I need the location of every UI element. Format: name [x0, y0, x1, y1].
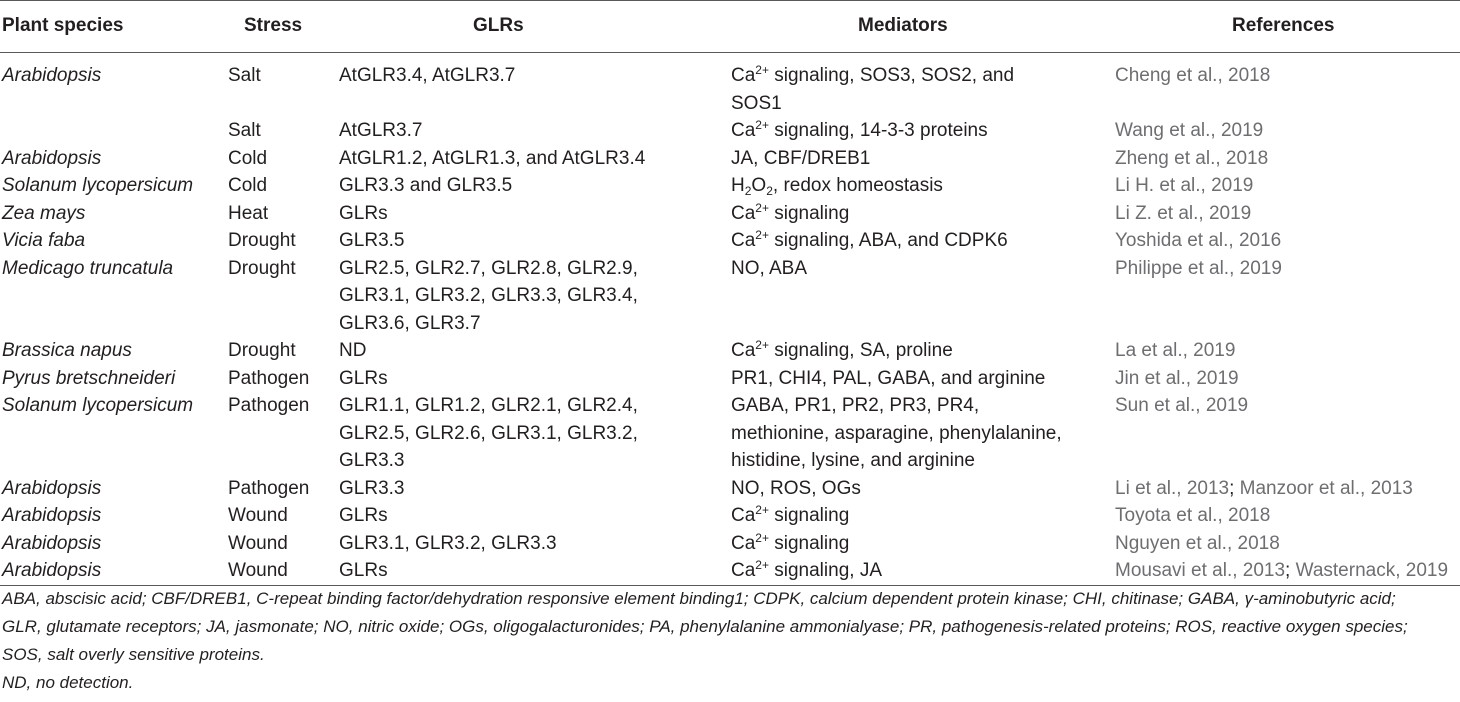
reference-link[interactable]: Wang et al., 2019	[1115, 120, 1264, 141]
cell-glrs	[339, 117, 422, 145]
subscript: 2	[744, 184, 752, 198]
glr-line: GLR2.5, GLR2.6, GLR3.1, GLR3.2,	[339, 422, 638, 444]
cell-stress: Pathogen	[228, 367, 310, 389]
reference-link[interactable]: Nguyen et al., 2018	[1115, 532, 1280, 554]
glr-line: GLRs	[339, 560, 388, 581]
mediator-line	[731, 90, 1014, 118]
superscript: 2+	[755, 338, 769, 352]
cell-mediators	[731, 475, 861, 503]
mediator-text: signaling, SA, proline	[768, 340, 953, 361]
cell-stress: Wound	[228, 560, 288, 581]
cell-stress: Salt	[228, 65, 261, 86]
mediator-text: Ca	[731, 230, 756, 251]
glr-line: GLR3.6, GLR3.7	[339, 312, 481, 334]
glr-line: ND	[339, 340, 367, 361]
mediator-line	[731, 255, 807, 283]
mediator-line	[731, 447, 1062, 475]
glr-line: AtGLR3.4, AtGLR3.7	[339, 65, 516, 86]
mediator-line	[731, 502, 849, 530]
mediator-line	[731, 530, 849, 558]
cell-plant-species: Arabidopsis	[2, 147, 102, 169]
cell-plant-species: Medicago truncatula	[2, 257, 174, 279]
glr-line: GLR3.1, GLR3.2, GLR3.3	[339, 532, 557, 554]
mediator-line	[731, 145, 870, 173]
cell-references	[1115, 502, 1270, 530]
cell-plant-species: Pyrus bretschneideri	[2, 367, 176, 389]
footnote-line: ND, no detection.	[2, 673, 134, 692]
cell-mediators	[731, 530, 849, 558]
mediator-line	[731, 172, 943, 200]
cell-glrs	[339, 337, 366, 365]
reference-link[interactable]: Manzoor et al., 2013	[1239, 477, 1413, 499]
cell-references	[1115, 530, 1280, 558]
cell-mediators	[731, 557, 882, 585]
superscript: 2+	[755, 503, 769, 517]
glr-line: GLR3.3	[339, 477, 405, 499]
glr-line: GLR3.3	[339, 450, 405, 471]
reference-link[interactable]: Li H. et al., 2019	[1115, 175, 1254, 196]
cell-stress: Drought	[228, 230, 296, 251]
mediator-text: SOS1	[731, 92, 782, 114]
glr-line: GLR1.1, GLR1.2, GLR2.1, GLR2.4,	[339, 395, 638, 416]
cell-references	[1115, 557, 1448, 585]
mediator-text: Ca	[731, 532, 756, 554]
cell-glrs	[339, 62, 515, 90]
mediator-line	[731, 557, 882, 585]
mediator-text: Ca	[731, 65, 756, 86]
glr-line: GLR3.1, GLR3.2, GLR3.3, GLR3.4,	[339, 285, 638, 306]
mediator-text: signaling	[768, 532, 850, 554]
glr-line: AtGLR3.7	[339, 120, 423, 141]
cell-glrs	[339, 255, 638, 338]
cell-plant-species: Arabidopsis	[2, 532, 102, 554]
mediator-line	[731, 337, 953, 365]
mediator-text: JA, CBF/DREB1	[731, 147, 871, 169]
cell-mediators	[731, 502, 849, 530]
cell-mediators	[731, 117, 988, 145]
footnote-line: GLR, glutamate receptors; JA, jasmonate; NO, nitric oxide; OGs, oligogalacturonides; PA, phenylalanine ammonialyase; PR, pathogenesis-related proteins; ROS, reactive oxygen species;	[2, 617, 1408, 636]
mediator-text: signaling, SOS3, SOS2, and	[768, 65, 1015, 86]
cell-stress: Cold	[228, 175, 268, 196]
cell-glrs	[339, 530, 557, 558]
glr-line: GLRs	[339, 202, 388, 224]
cell-references	[1115, 117, 1263, 145]
header-stress: Stress	[244, 15, 303, 36]
cell-mediators	[731, 200, 849, 228]
cell-glrs	[339, 392, 638, 475]
cell-mediators	[731, 172, 943, 200]
reference-link[interactable]: Philippe et al., 2019	[1115, 257, 1282, 279]
cell-glrs	[339, 145, 645, 173]
reference-link[interactable]: Zheng et al., 2018	[1115, 147, 1269, 169]
cell-plant-species: Zea mays	[2, 202, 86, 224]
cell-glrs	[339, 227, 404, 255]
cell-glrs	[339, 200, 388, 228]
mediator-text: , redox homeostasis	[772, 175, 943, 196]
cell-plant-species: Arabidopsis	[2, 505, 102, 526]
reference-separator: ;	[1229, 477, 1240, 499]
mediator-text: Ca	[731, 120, 756, 141]
cell-references	[1115, 475, 1413, 503]
mediator-text: signaling, ABA, and CDPK6	[768, 230, 1008, 251]
superscript: 2+	[755, 228, 769, 242]
mediator-text: Ca	[731, 560, 756, 581]
reference-link[interactable]: Mousavi et al., 2013	[1115, 560, 1286, 581]
cell-references	[1115, 200, 1251, 228]
header-bottom-rule	[0, 52, 1460, 53]
mediator-line	[731, 227, 1008, 255]
table-top-rule	[0, 0, 1460, 1]
cell-stress: Cold	[228, 147, 268, 169]
reference-link[interactable]: Toyota et al., 2018	[1115, 505, 1271, 526]
cell-stress: Drought	[228, 257, 296, 279]
cell-references	[1115, 62, 1270, 90]
reference-link[interactable]: Cheng et al., 2018	[1115, 65, 1271, 86]
glr-line: AtGLR1.2, AtGLR1.3, and AtGLR3.4	[339, 147, 646, 169]
mediator-text: Ca	[731, 340, 756, 361]
mediator-text: NO, ROS, OGs	[731, 477, 861, 499]
cell-glrs	[339, 172, 512, 200]
superscript: 2+	[755, 558, 769, 572]
mediator-text: signaling, 14-3-3 proteins	[768, 120, 988, 141]
cell-glrs	[339, 557, 388, 585]
cell-stress: Pathogen	[228, 395, 310, 416]
superscript: 2+	[755, 530, 769, 545]
cell-mediators	[731, 62, 1014, 117]
header-plant-species: Plant species	[2, 15, 124, 36]
mediator-line	[731, 62, 1014, 90]
reference-link[interactable]: Li et al., 2013	[1115, 477, 1230, 499]
mediator-line	[731, 200, 849, 228]
cell-glrs	[339, 475, 404, 503]
mediator-line	[731, 420, 1062, 448]
cell-mediators	[731, 227, 1008, 255]
mediator-line	[731, 392, 1062, 420]
cell-plant-species: Brassica napus	[2, 340, 132, 361]
cell-stress: Wound	[228, 532, 288, 554]
glr-line: GLRs	[339, 505, 388, 526]
cell-references	[1115, 145, 1268, 173]
cell-mediators	[731, 392, 1062, 475]
mediator-text: methionine, asparagine, phenylalanine,	[731, 422, 1062, 444]
mediator-text: Ca	[731, 202, 756, 224]
cell-stress: Wound	[228, 505, 288, 526]
cell-stress: Heat	[228, 202, 269, 224]
cell-plant-species: Solanum lycopersicum	[2, 175, 194, 196]
cell-glrs	[339, 502, 388, 530]
mediator-text: GABA, PR1, PR2, PR3, PR4,	[731, 395, 980, 416]
mediator-text: O	[751, 175, 767, 196]
reference-separator: ;	[1285, 560, 1296, 581]
cell-glrs	[339, 365, 388, 393]
cell-references	[1115, 337, 1235, 365]
glr-line: GLRs	[339, 367, 388, 389]
superscript: 2+	[755, 63, 769, 77]
header-mediators: Mediators	[858, 15, 948, 36]
cell-plant-species: Arabidopsis	[2, 65, 102, 86]
mediator-text: NO, ABA	[731, 257, 808, 279]
cell-references	[1115, 227, 1281, 255]
superscript: 2+	[755, 200, 769, 215]
reference-link[interactable]: La et al., 2019	[1115, 340, 1236, 361]
glr-line: GLR3.5	[339, 230, 405, 251]
cell-references	[1115, 172, 1253, 200]
mediator-text: histidine, lysine, and arginine	[731, 450, 975, 471]
cell-stress: Pathogen	[228, 477, 310, 499]
cell-references	[1115, 392, 1248, 420]
reference-link[interactable]: Yoshida et al., 2016	[1115, 230, 1282, 251]
superscript: 2+	[755, 118, 769, 132]
cell-stress: Drought	[228, 340, 296, 361]
cell-plant-species: Solanum lycopersicum	[2, 395, 194, 416]
cell-references	[1115, 365, 1239, 393]
cell-mediators	[731, 337, 953, 365]
header-references: References	[1232, 15, 1335, 36]
footnote-line: SOS, salt overly sensitive proteins.	[2, 645, 265, 664]
mediator-line	[731, 475, 861, 503]
mediator-text: H	[731, 175, 745, 196]
mediator-text: signaling, JA	[768, 560, 882, 581]
cell-stress: Salt	[228, 120, 261, 141]
reference-link[interactable]: Sun et al., 2019	[1115, 395, 1249, 416]
reference-link[interactable]: Jin et al., 2019	[1115, 367, 1239, 389]
mediator-line	[731, 117, 988, 145]
reference-link[interactable]: Wasternack, 2019	[1295, 560, 1449, 581]
mediator-text: Ca	[731, 505, 756, 526]
glr-line: GLR2.5, GLR2.7, GLR2.8, GLR2.9,	[339, 257, 638, 279]
footnote-line: ABA, abscisic acid; CBF/DREB1, C-repeat binding factor/dehydration responsive element binding1; CDPK, calcium dependent protein kinase; CHI, chitinase; GABA, γ-aminobutyric acid;	[2, 589, 1396, 608]
glr-line: GLR3.3 and GLR3.5	[339, 175, 513, 196]
cell-plant-species: Vicia faba	[2, 230, 86, 251]
cell-plant-species: Arabidopsis	[2, 477, 102, 499]
mediator-text: PR1, CHI4, PAL, GABA, and arginine	[731, 367, 1046, 389]
cell-plant-species: Arabidopsis	[2, 560, 102, 581]
mediator-text: signaling	[768, 202, 850, 224]
subscript: 2	[766, 184, 773, 198]
header-glrs: GLRs	[473, 15, 524, 36]
mediator-line	[731, 365, 1045, 393]
cell-mediators	[731, 365, 1045, 393]
reference-link[interactable]: Li Z. et al., 2019	[1115, 202, 1252, 224]
cell-mediators	[731, 145, 870, 173]
cell-references	[1115, 255, 1282, 283]
mediator-text: signaling	[768, 505, 850, 526]
cell-mediators	[731, 255, 807, 283]
